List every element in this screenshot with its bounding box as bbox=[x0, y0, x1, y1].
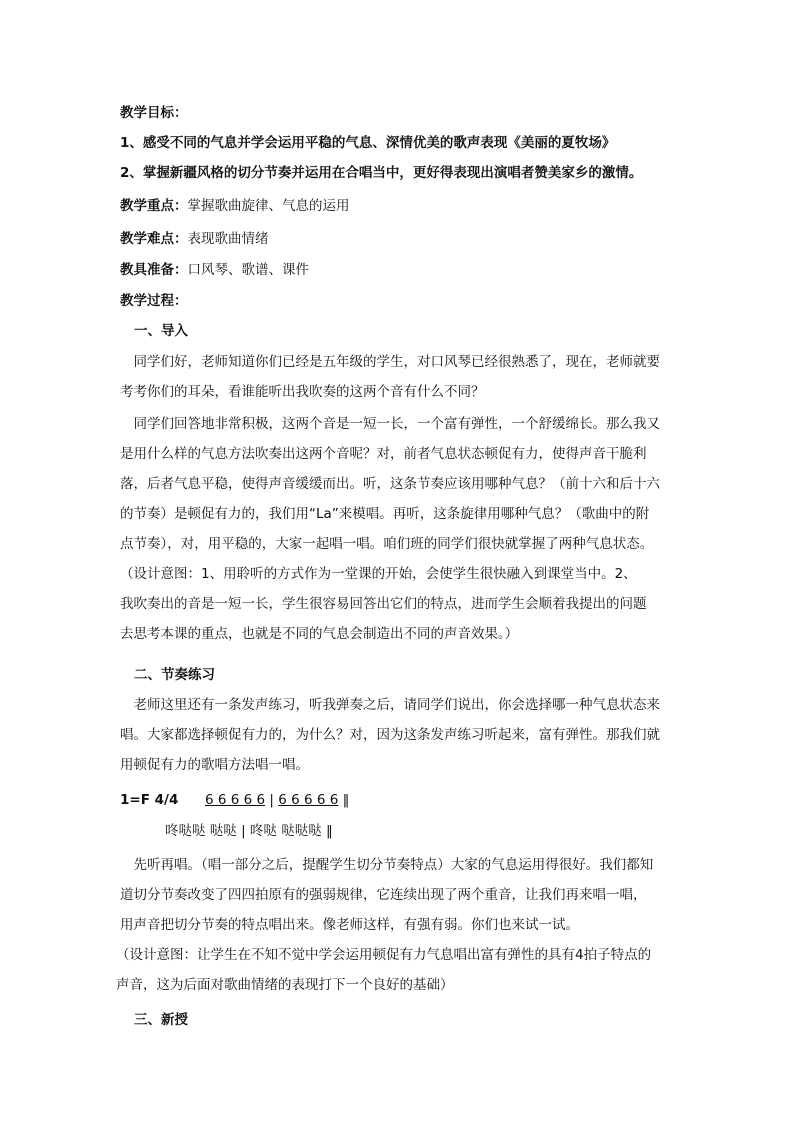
process-heading: 教学过程： bbox=[120, 293, 188, 309]
text-line: 道切分节奏改变了四四拍原有的强弱规律，它连续出现了两个重音，让我们再来唱一唱， bbox=[120, 887, 647, 903]
section2-paragraph-2 bbox=[120, 850, 680, 940]
text-line: 去思考本课的重点，也就是不同的气息会制造出不同的声音效果。） bbox=[120, 626, 519, 642]
key-point-text: 掌握歌曲旋律、气息的运用 bbox=[187, 198, 350, 214]
difficulty-text: 表现歌曲情绪 bbox=[187, 231, 269, 247]
text-line: 同学们回答地非常积极，这两个音是一短一长，一个富有弹性，一个舒缓绵长。那么我又 bbox=[120, 416, 660, 432]
text-line: 考考你们的耳朵，看谁能听出我吹奏的这两个音有什么不同？ bbox=[120, 384, 485, 400]
text-line: 我吹奏出的音是一短一长，学生很容易回答出它们的特点，进而学生会顺着我提出的问题 bbox=[120, 596, 647, 612]
text-line: 用声音把切分节奏的特点唱出来。像老师这样，有强有弱。你们也来试一试。 bbox=[120, 917, 579, 933]
section1-paragraph-1 bbox=[120, 347, 680, 407]
section2-heading: 二、节奏练习 bbox=[134, 667, 215, 683]
notation-lyrics: 咚哒哒 哒哒 | 咚哒 哒哒哒 ‖ bbox=[165, 823, 333, 839]
objectives-heading: 教学目标： bbox=[120, 105, 188, 121]
objective-1: 1、感受不同的气息并学会运用平稳的气息、深情优美的歌声表现《美丽的夏牧场》 bbox=[120, 135, 616, 151]
section1-heading: 一、导入 bbox=[134, 323, 188, 339]
text-line: 点节奏），对，用平稳的，大家一起唱一唱。咱们班的同学们很快就掌握了两种气息状态。 bbox=[120, 536, 654, 552]
text-line: 同学们好，老师知道你们已经是五年级的学生，对口风琴已经很熟悉了，现在，老师就要 bbox=[120, 354, 660, 370]
key-point bbox=[120, 197, 350, 215]
notation-bar-2: 6 6 6 6 6 bbox=[278, 792, 339, 808]
tools bbox=[120, 261, 309, 279]
text-line: 老师这里还有一条发声练习，听我弹奏之后，请同学们说出，你会选择哪一种气息状态来 bbox=[120, 697, 660, 713]
text-line: 声音，这为后面对歌曲情绪的表现打下一个良好的基础） bbox=[116, 977, 454, 993]
text-line: 是用什么样的气息方法吹奏出这两个音呢？对，前者气息状态顿促有力，使得声音干脆利 bbox=[120, 446, 647, 462]
section3-heading: 三、新授 bbox=[134, 1012, 188, 1028]
tools-text: 口风琴、歌谱、课件 bbox=[187, 262, 309, 278]
text-line: 落，后者气息平稳，使得声音缓缓而出。听，这条节奏应该用哪种气息？（前十六和后十六 bbox=[120, 476, 660, 492]
section1-paragraph-2 bbox=[120, 409, 680, 649]
tools-label: 教具准备： bbox=[120, 262, 188, 278]
text-line: （设计意图：让学生在不知不觉中学会运用顿促有力气息唱出富有弹性的具有4拍子特点的 bbox=[116, 947, 652, 963]
objective-2: 2、掌握新疆风格的切分节奏并运用在合唱当中，更好得表现出演唱者赞美家乡的激情。 bbox=[120, 165, 643, 181]
text-line: 唱。大家都选择顿促有力的，为什么？对，因为这条发声练习听起来，富有弹性。那我们就 bbox=[120, 727, 660, 743]
notation-bar-1: 6 6 6 6 6 bbox=[204, 792, 266, 808]
difficulty-label: 教学难点： bbox=[120, 231, 188, 247]
text-line: 的节奏）是顿促有力的，我们用“La”来模唱。再听，这条旋律用哪种气息？（歌曲中的附 bbox=[120, 506, 650, 522]
text-line: 用顿促有力的歌唱方法唱一唱。 bbox=[120, 757, 309, 773]
notation-key: 1=F 4/4 bbox=[120, 792, 179, 808]
difficulty bbox=[120, 230, 269, 248]
section2-paragraph-3 bbox=[116, 940, 676, 1000]
notation-line: 1=F 4/4 6 6 6 6 6 | 6 6 6 6 6 ‖ bbox=[120, 792, 350, 808]
section2-paragraph-1 bbox=[120, 690, 680, 780]
key-point-label: 教学重点： bbox=[120, 198, 188, 214]
text-line: （设计意图：1、用聆听的方式作为一堂课的开始，会使学生很快融入到课堂当中。2、 bbox=[120, 566, 637, 582]
text-line: 先听再唱。（唱一部分之后，提醒学生切分节奏特点）大家的气息运用得很好。我们都知 bbox=[120, 857, 654, 873]
